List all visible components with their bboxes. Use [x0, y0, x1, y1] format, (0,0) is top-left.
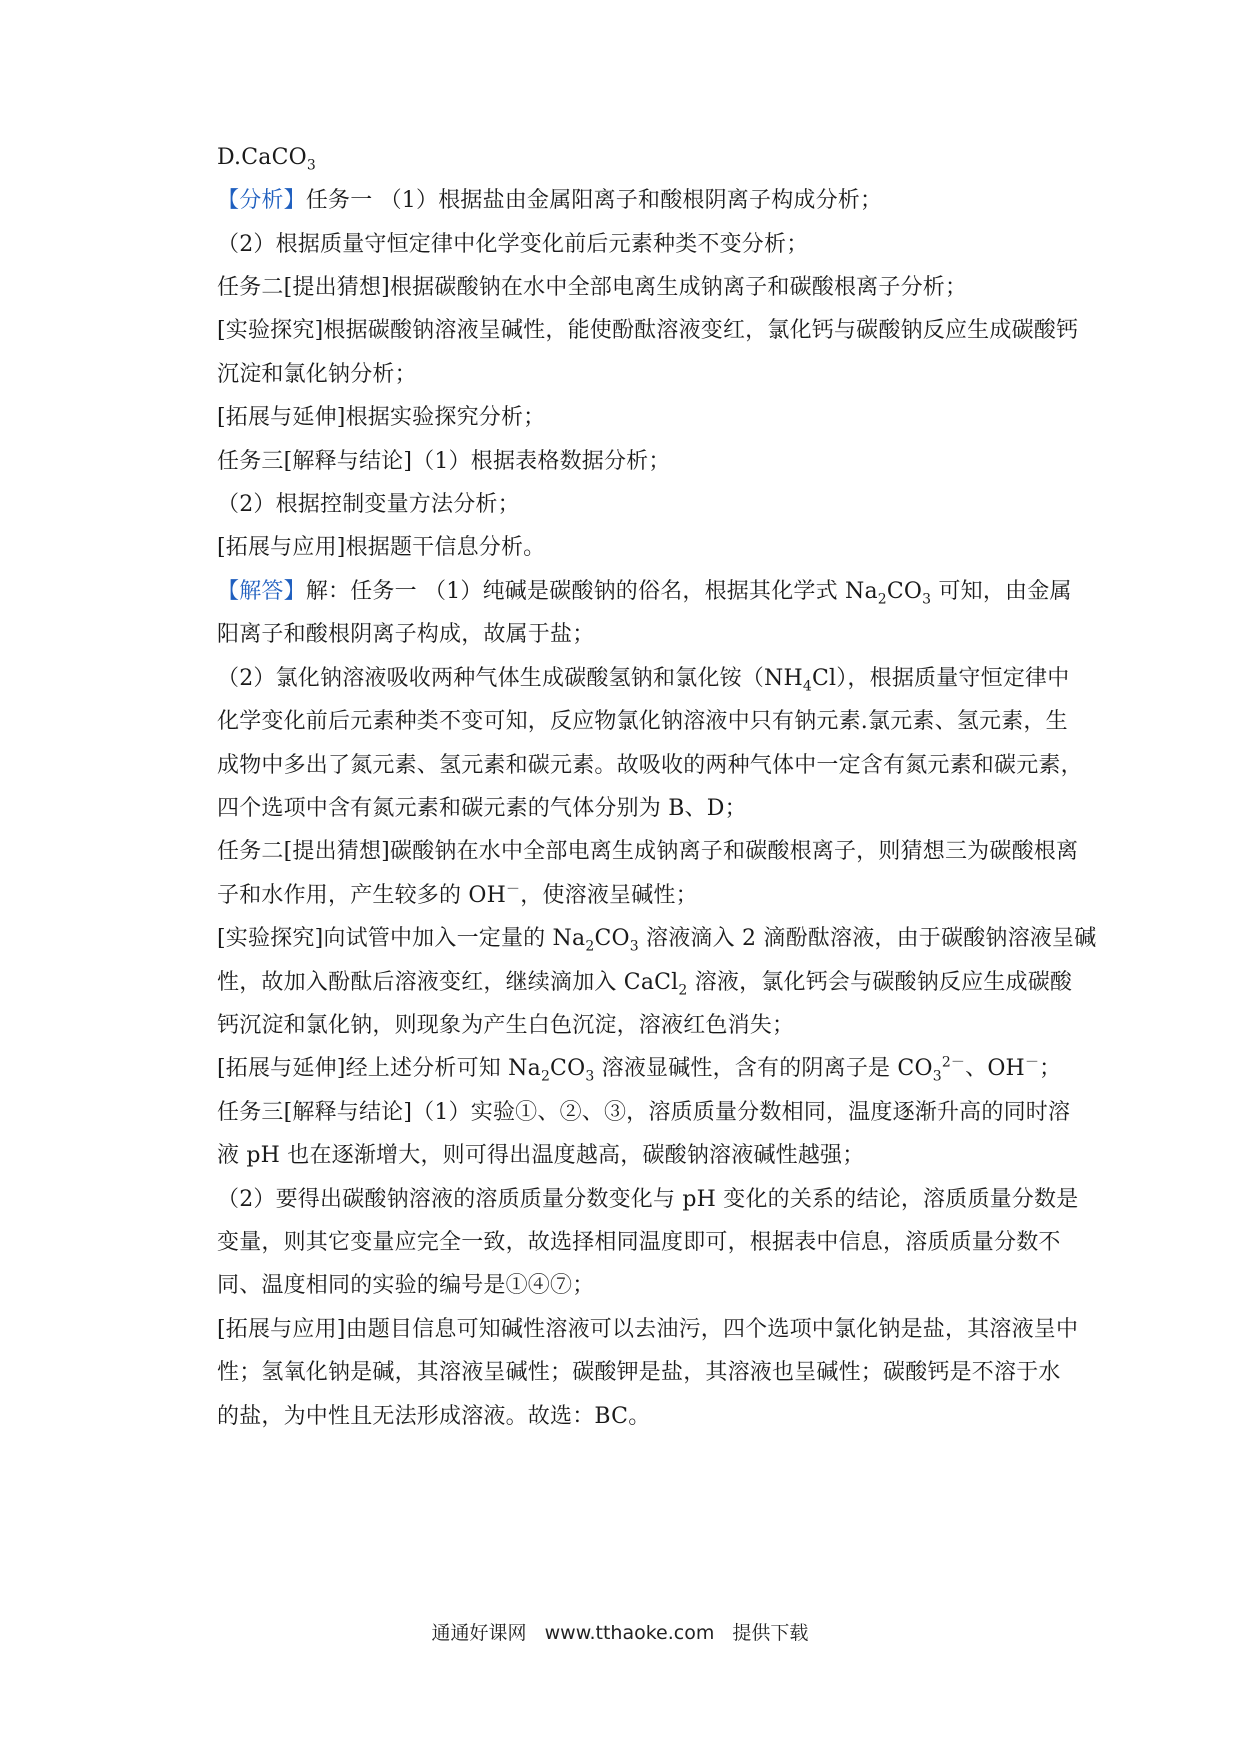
- page-footer: [0, 1618, 1240, 1645]
- answer-line-20: 的盐，为中性且无法形成溶液。故选：BC。: [217, 1404, 651, 1429]
- text: 溶液显碱性，含有的阴离子是 CO: [594, 1056, 933, 1081]
- answer-line-4: 化学变化前后元素种类不变可知，反应物氯化钠溶液中只有钠元素.氯元素、氢元素，生: [217, 709, 1068, 734]
- subscript: 4: [802, 678, 812, 695]
- subscript: 3: [932, 1068, 942, 1085]
- answer-line-13: 任务三[解释与结论]（1）实验①、②、③，溶质质量分数相同，温度逐渐升高的同时溶: [217, 1100, 1071, 1125]
- text: 溶液，氯化钙会与碳酸钠反应生成碳酸: [687, 970, 1073, 995]
- text: CO: [594, 926, 630, 951]
- text: [实验探究]向试管中加入一定量的 Na: [217, 926, 586, 951]
- answer-line-9: [217, 924, 1097, 955]
- subscript: 2: [877, 591, 887, 608]
- answer-line-1: [217, 577, 1072, 608]
- analysis-line-3: 任务二[提出猜想]根据碳酸钠在水中全部电离生成钠离子和碳酸根离子分析；: [217, 275, 968, 300]
- answer-line-3: [217, 664, 1070, 695]
- text: CO: [886, 579, 923, 604]
- answer-line-7: 任务二[提出猜想]碳酸钠在水中全部电离生成钠离子和碳酸根离子，则猜想三为碳酸根离: [217, 839, 1079, 864]
- subscript: 3: [629, 938, 639, 955]
- text: CO: [550, 1056, 586, 1081]
- subscript: 3: [306, 157, 316, 174]
- text: 解：任务一 （1）纯碱是碳酸钠的俗名，根据其化学式 Na: [305, 579, 878, 604]
- superscript: －: [1024, 1054, 1040, 1071]
- text: 性，故加入酚酞后溶液变红，继续滴加入 CaCl: [217, 970, 679, 995]
- analysis-line-9: [拓展与应用]根据题干信息分析。: [217, 535, 546, 560]
- text: Cl），根据质量守恒定律中: [811, 666, 1070, 691]
- subscript: 3: [585, 1068, 595, 1085]
- answer-line-5: 成物中多出了氮元素、氢元素和碳元素。故吸收的两种气体中一定含有氮元素和碳元素，: [217, 753, 1083, 778]
- answer-line-16: 变量，则其它变量应完全一致，故选择相同温度即可，根据表中信息，溶质质量分数不: [217, 1230, 1061, 1255]
- answer-line-15: （2）要得出碳酸钠溶液的溶质质量分数变化与 pH 变化的关系的结论，溶质质量分数是: [217, 1187, 1079, 1212]
- analysis-line-2: （2）根据质量守恒定律中化学变化前后元素种类不变分析；: [217, 232, 809, 257]
- text: （2）氯化钠溶液吸收两种气体生成碳酸氢钠和氯化铵（NH: [217, 666, 803, 691]
- answer-line-12: [217, 1054, 1062, 1085]
- answer-tag: 【解答】: [217, 579, 306, 604]
- text: 可知，由金属: [931, 579, 1072, 604]
- footer-site-name: 通通好课网: [431, 1622, 527, 1644]
- superscript: 2－: [941, 1054, 966, 1071]
- answer-line-6: 四个选项中含有氮元素和碳元素的气体分别为 B、D；: [217, 796, 747, 821]
- analysis-tag: 【分析】: [217, 188, 306, 213]
- subscript: 2: [585, 938, 595, 955]
- text: 、OH: [965, 1056, 1025, 1081]
- answer-line-19: 性；氢氧化钠是碱，其溶液呈碱性；碳酸钾是盐，其溶液也呈碱性；碳酸钙是不溶于水: [217, 1360, 1061, 1385]
- text: 溶液滴入 2 滴酚酞溶液，由于碳酸钠溶液呈碱: [638, 926, 1097, 951]
- superscript: －: [506, 881, 521, 898]
- subscript: 2: [678, 982, 688, 999]
- analysis-line-5: 沉淀和氯化钠分析；: [217, 362, 417, 387]
- text: ，使溶液呈碱性；: [520, 883, 698, 908]
- answer-line-14: 液 pH 也在逐渐增大，则可得出温度越高，碳酸钠溶液碱性越强；: [217, 1143, 865, 1168]
- analysis-line-4: [实验探究]根据碳酸钠溶液呈碱性，能使酚酞溶液变红，氯化钙与碳酸钠反应生成碳酸钙: [217, 318, 1079, 343]
- text: 子和水作用，产生较多的 OH: [217, 883, 507, 908]
- text: 任务一 （1）根据盐由金属阳离子和酸根阴离子构成分析；: [305, 188, 883, 213]
- subscript: 3: [922, 591, 932, 608]
- answer-line-2: 阳离子和酸根阴离子构成，故属于盐；: [217, 622, 595, 647]
- answer-line-11: 钙沉淀和氯化钠，则现象为产生白色沉淀，溶液红色消失；: [217, 1013, 795, 1038]
- text: ；: [1039, 1056, 1062, 1081]
- option-d-text: D.CaCO: [217, 145, 307, 170]
- analysis-line-7: 任务三[解释与结论]（1）根据表格数据分析；: [217, 449, 671, 474]
- footer-url[interactable]: www.tthaoke.com: [544, 1622, 715, 1644]
- answer-line-18: [拓展与应用]由题目信息可知碱性溶液可以去油污，四个选项中氯化钠是盐，其溶液呈中: [217, 1317, 1079, 1342]
- footer-note: 提供下载: [732, 1622, 809, 1644]
- analysis-line-6: [拓展与延伸]根据实验探究分析；: [217, 405, 546, 430]
- text: [拓展与延伸]经上述分析可知 Na: [217, 1056, 541, 1081]
- analysis-line-8: （2）根据控制变量方法分析；: [217, 492, 520, 517]
- analysis-line-1: [217, 186, 1057, 216]
- answer-line-8: [217, 881, 1057, 911]
- subscript: 2: [540, 1068, 551, 1085]
- answer-line-10: [217, 968, 1073, 999]
- option-d-line: [217, 143, 1057, 173]
- answer-line-17: 同、温度相同的实验的编号是①④⑦；: [217, 1273, 595, 1298]
